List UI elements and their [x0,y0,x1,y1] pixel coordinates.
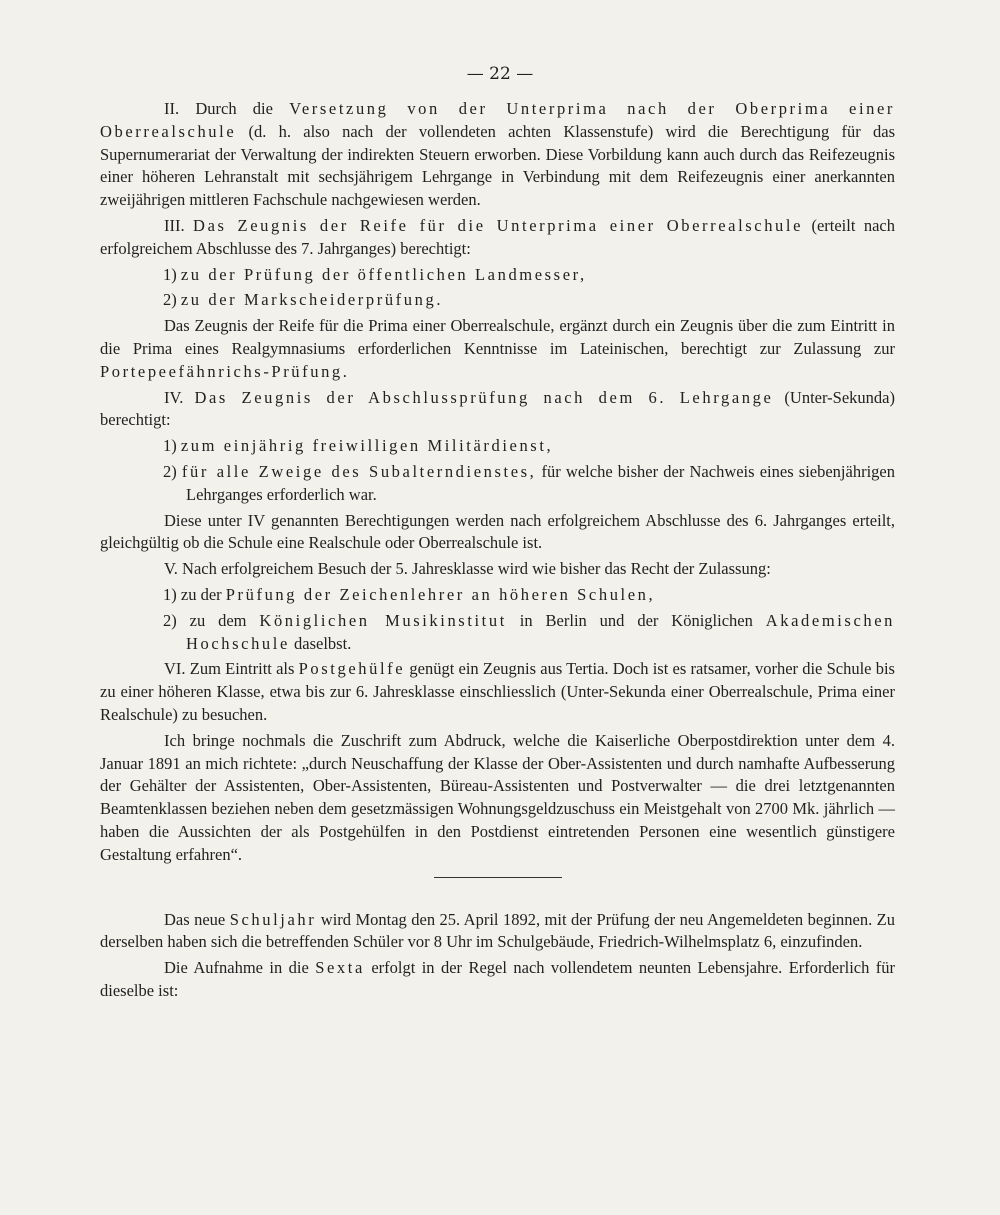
paragraph-section-vi: VI. Zum Eintritt als Postgehülfe genügt ein Zeugnis aus Tertia. Doch ist es ratsamer, vorher die Schule bis zu einer höheren Klasse, etwa bis zur 6. Jahresklasse einschliesslich (Unter-Sekunda einer Oberrealschule, Prima einer Realschule) zu besuchen. [100,659,895,724]
paragraph-schuljahr: Das neue Schuljahr wird Montag den 25. April 1892, mit der Prüfung der neu Angemeldeten beginnen. Zu derselben haben sich die betreffenden Schüler vor 8 Uhr im Schulgebäude, Friedrich-Wilhelmsplatz 6, einzufinden. [100,909,895,952]
paragraph-quote: Ich bringe nochmals die Zuschrift zum Abdruck, welche die Kaiserliche Oberpostdirektion unter dem 4. Januar 1891 an mich richtete: „durch Neuschaffung der Klasse der Ober-Assistenten und durch namhafte Aufbesserung der Gehälter der Assistenten, Ober-Assistenten, Büreau-Assistenten und Postverwalter — die drei letztgenannten Beamtenklassen beziehen neben dem gesetzmässigen Wohnungsgeldzuschuss ein Meistgehalt von 2700 Mk. jährlich — haben die Aussichten der als Postgehülfen in den Postdienst eintretenden Personen eine wesentlich günstigere Gestaltung erfahren“. [100,730,895,864]
list-item: 1) zu der Prüfung der Zeichenlehrer an höheren Schulen, [163,584,656,604]
list-item: 1) zum einjährig freiwilligen Militärdienst, [163,436,554,456]
paragraph-sexta: Die Aufnahme in die Sexta erfolgt in der Regel nach vollendetem neunten Lebensjahre. Erforderlich für dieselbe ist: [100,958,896,1000]
list-item: 2) für alle Zweige des Subalterndienstes, für welche bisher der Nachweis eines siebenjährigen Lehrganges erforderlich war. [163,461,895,504]
paragraph-iv-note: Diese unter IV genannten Berechtigungen werden nach erfolgreichem Abschlusse des 6. Jahrganges erteilt, gleichgültig ob die Schule eine Realschule oder Oberrealschule ist. [100,510,895,553]
page-number: — 22 — [466,64,534,84]
list-item: 2) zu der Markscheiderprüfung. [163,290,444,310]
paragraph-section-v: V. Nach erfolgreichem Besuch der 5. Jahresklasse wird wie bisher das Recht der Zulassung: [164,559,771,579]
paragraph-prima: Das Zeugnis der Reife für die Prima einer Oberrealschule, ergänzt durch ein Zeugnis über die zum Eintritt in die Prima eines Realgymnasiums erforderlichen Kenntnisse im Lateinischen, berechtigt zur Zulassung zur Portepeefähnrichs-Prüfung. [100,316,895,381]
list-item: 2) zu dem Königlichen Musikinstitut in Berlin und der Königlichen Akademischen Hochschule daselbst. [163,610,895,653]
paragraph-section-iii: III. Das Zeugnis der Reife für die Unterprima einer Oberrealschule (erteilt nach erfolgreichem Abschlusse des 7. Jahrganges) berechtigt: [100,215,895,258]
paragraph-section-iv: IV. Das Zeugnis der Abschlussprüfung nach dem 6. Lehrgange (Unter-Sekunda) berechtigt: [100,387,895,430]
body-text [100,98,895,1006]
section-divider [434,877,562,878]
list-item: 1) zu der Prüfung der öffentlichen Landmesser, [163,264,587,284]
paragraph-section-ii: II. Durch die Versetzung von der Unterprima nach der Oberprima einer Oberrealschule (d. h. also nach der vollendeten achten Klassenstufe) wird die Berechtigung für das Supernumerariat der Verwaltung der indirekten Steuern erworben. Diese Vorbildung kann auch durch das Reifezeugnis einer höheren Lehranstalt mit sechsjährigem Lehrgange in Verbindung mit dem Reifezeugnis einer anerkannten zweijährigen mittleren Fachschule nachgewiesen werden. [100,99,895,210]
